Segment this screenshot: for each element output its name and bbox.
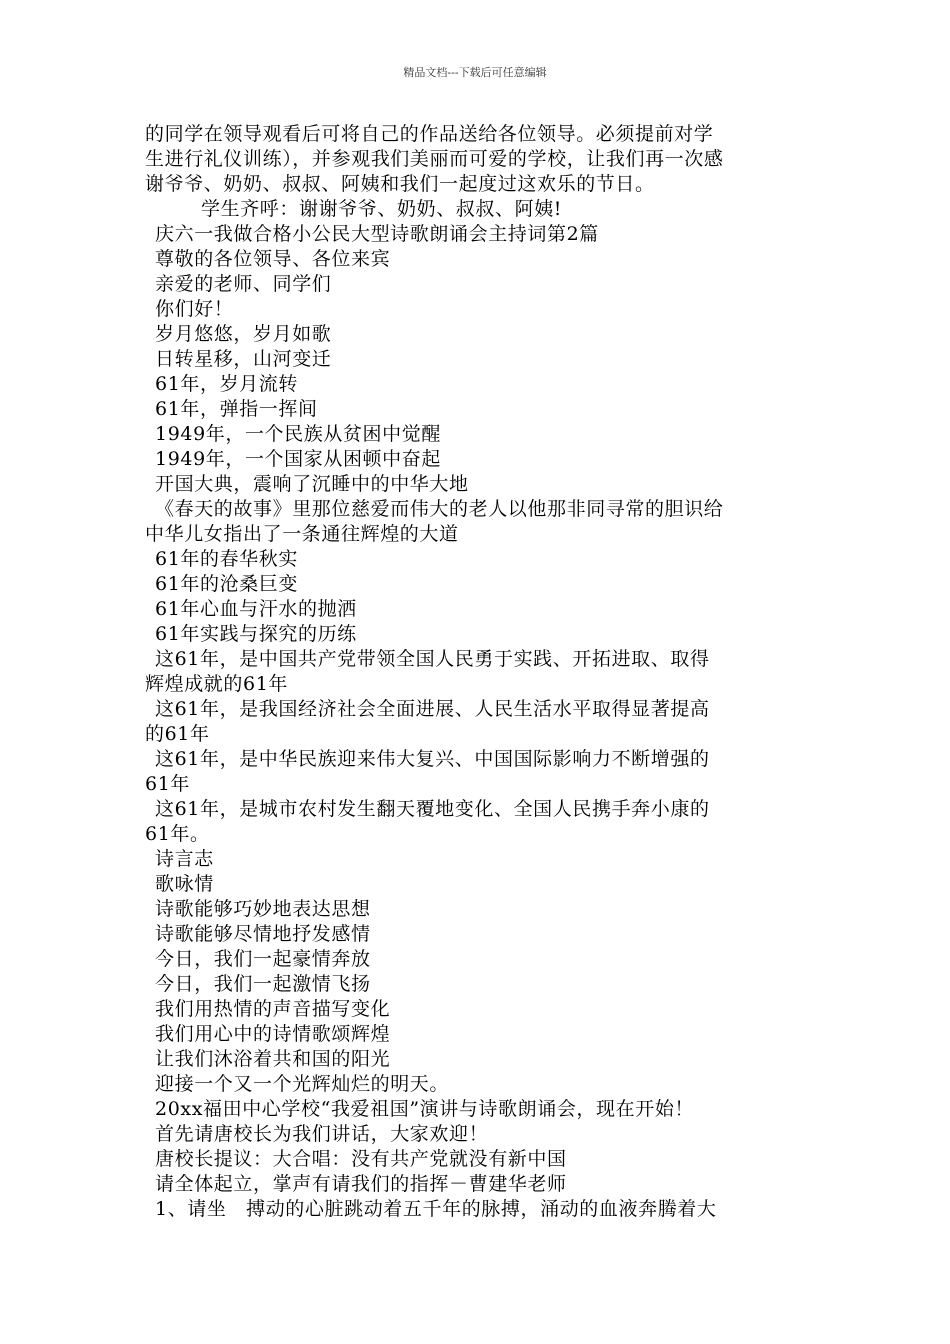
text-line: 谢爷爷、奶奶、叔叔、阿姨和我们一起度过这欢乐的节日。 <box>145 173 655 195</box>
text-line: 《春天的故事》里那位慈爱而伟大的老人以他那非同寻常的胆识给 <box>155 498 724 520</box>
text-line: 61年，岁月流转 <box>155 373 298 395</box>
text-line: 诗歌能够尽情地抒发感情 <box>155 923 371 945</box>
text-line: 1949年，一个民族从贫困中觉醒 <box>155 423 441 445</box>
text-line: 辉煌成就的61年 <box>145 673 288 695</box>
text-line: 生进行礼仪训练），并参观我们美丽而可爱的学校，让我们再一次感 <box>145 148 724 170</box>
text-line: 迎接一个又一个光辉灿烂的明天。 <box>155 1073 450 1095</box>
text-line: 20xx福田中心学校“我爱祖国”演讲与诗歌朗诵会，现在开始！ <box>155 1098 695 1120</box>
text-line: 今日，我们一起激情飞扬 <box>155 973 371 995</box>
text-line: 你们好！ <box>155 298 234 320</box>
text-line: 开国大典，震响了沉睡中的中华大地 <box>155 473 469 495</box>
text-line: 请全体起立，掌声有请我们的指挥－曹建华老师 <box>155 1173 567 1195</box>
text-line: 61年的春华秋实 <box>155 548 298 570</box>
text-line: 学生齐呼：谢谢爷爷、奶奶、叔叔、阿姨! <box>201 198 563 220</box>
text-line: 61年的沧桑巨变 <box>155 573 298 595</box>
text-line: 我们用心中的诗情歌颂辉煌 <box>155 1023 391 1045</box>
text-line: 的同学在领导观看后可将自己的作品送给各位领导。必须提前对学 <box>145 123 714 145</box>
text-line: 这61年，是我国经济社会全面进展、人民生活水平取得显著提高 <box>155 698 710 720</box>
text-line: 首先请唐校长为我们讲话，大家欢迎！ <box>155 1123 489 1145</box>
text-line: 岁月悠悠，岁月如歌 <box>155 323 332 345</box>
text-line: 今日，我们一起豪情奔放 <box>155 948 371 970</box>
text-line: 这61年，是中华民族迎来伟大复兴、中国国际影响力不断增强的 <box>155 748 710 770</box>
text-line: 61年。 <box>145 823 210 845</box>
text-line: 61年 <box>145 773 190 795</box>
text-line: 尊敬的各位领导、各位来宾 <box>155 248 391 270</box>
text-line: 诗歌能够巧妙地表达思想 <box>155 898 371 920</box>
document-body <box>145 122 813 1222</box>
text-line: 庆六一我做合格小公民大型诗歌朗诵会主持词第2篇 <box>155 223 599 245</box>
text-line: 诗言志 <box>155 848 214 870</box>
text-line: 我们用热情的声音描写变化 <box>155 998 391 1020</box>
text-line: 日转星移，山河变迁 <box>155 348 332 370</box>
text-line: 61年实践与探究的历练 <box>155 623 357 645</box>
text-line: 1、请坐 搏动的心脏跳动着五千年的脉搏，涌动的血液奔腾着大 <box>155 1198 717 1220</box>
text-line: 这61年，是中国共产党带领全国人民勇于实践、开拓进取、取得 <box>155 648 710 670</box>
text-line: 亲爱的老师、同学们 <box>155 273 332 295</box>
text-line: 的61年 <box>145 723 210 745</box>
text-line: 1949年，一个国家从困顿中奋起 <box>155 448 441 470</box>
text-line: 中华儿女指出了一条通往辉煌的大道 <box>145 523 459 545</box>
text-line: 61年心血与汗水的抛洒 <box>155 598 357 620</box>
page-header: 精品文档---下载后可任意编辑 <box>403 66 547 79</box>
text-line: 让我们沐浴着共和国的阳光 <box>155 1048 391 1070</box>
text-line: 唐校长提议：大合唱：没有共产党就没有新中国 <box>155 1148 567 1170</box>
text-line: 这61年，是城市农村发生翻天覆地变化、全国人民携手奔小康的 <box>155 798 710 820</box>
text-line: 61年，弹指一挥间 <box>155 398 318 420</box>
text-line: 歌咏情 <box>155 873 214 895</box>
